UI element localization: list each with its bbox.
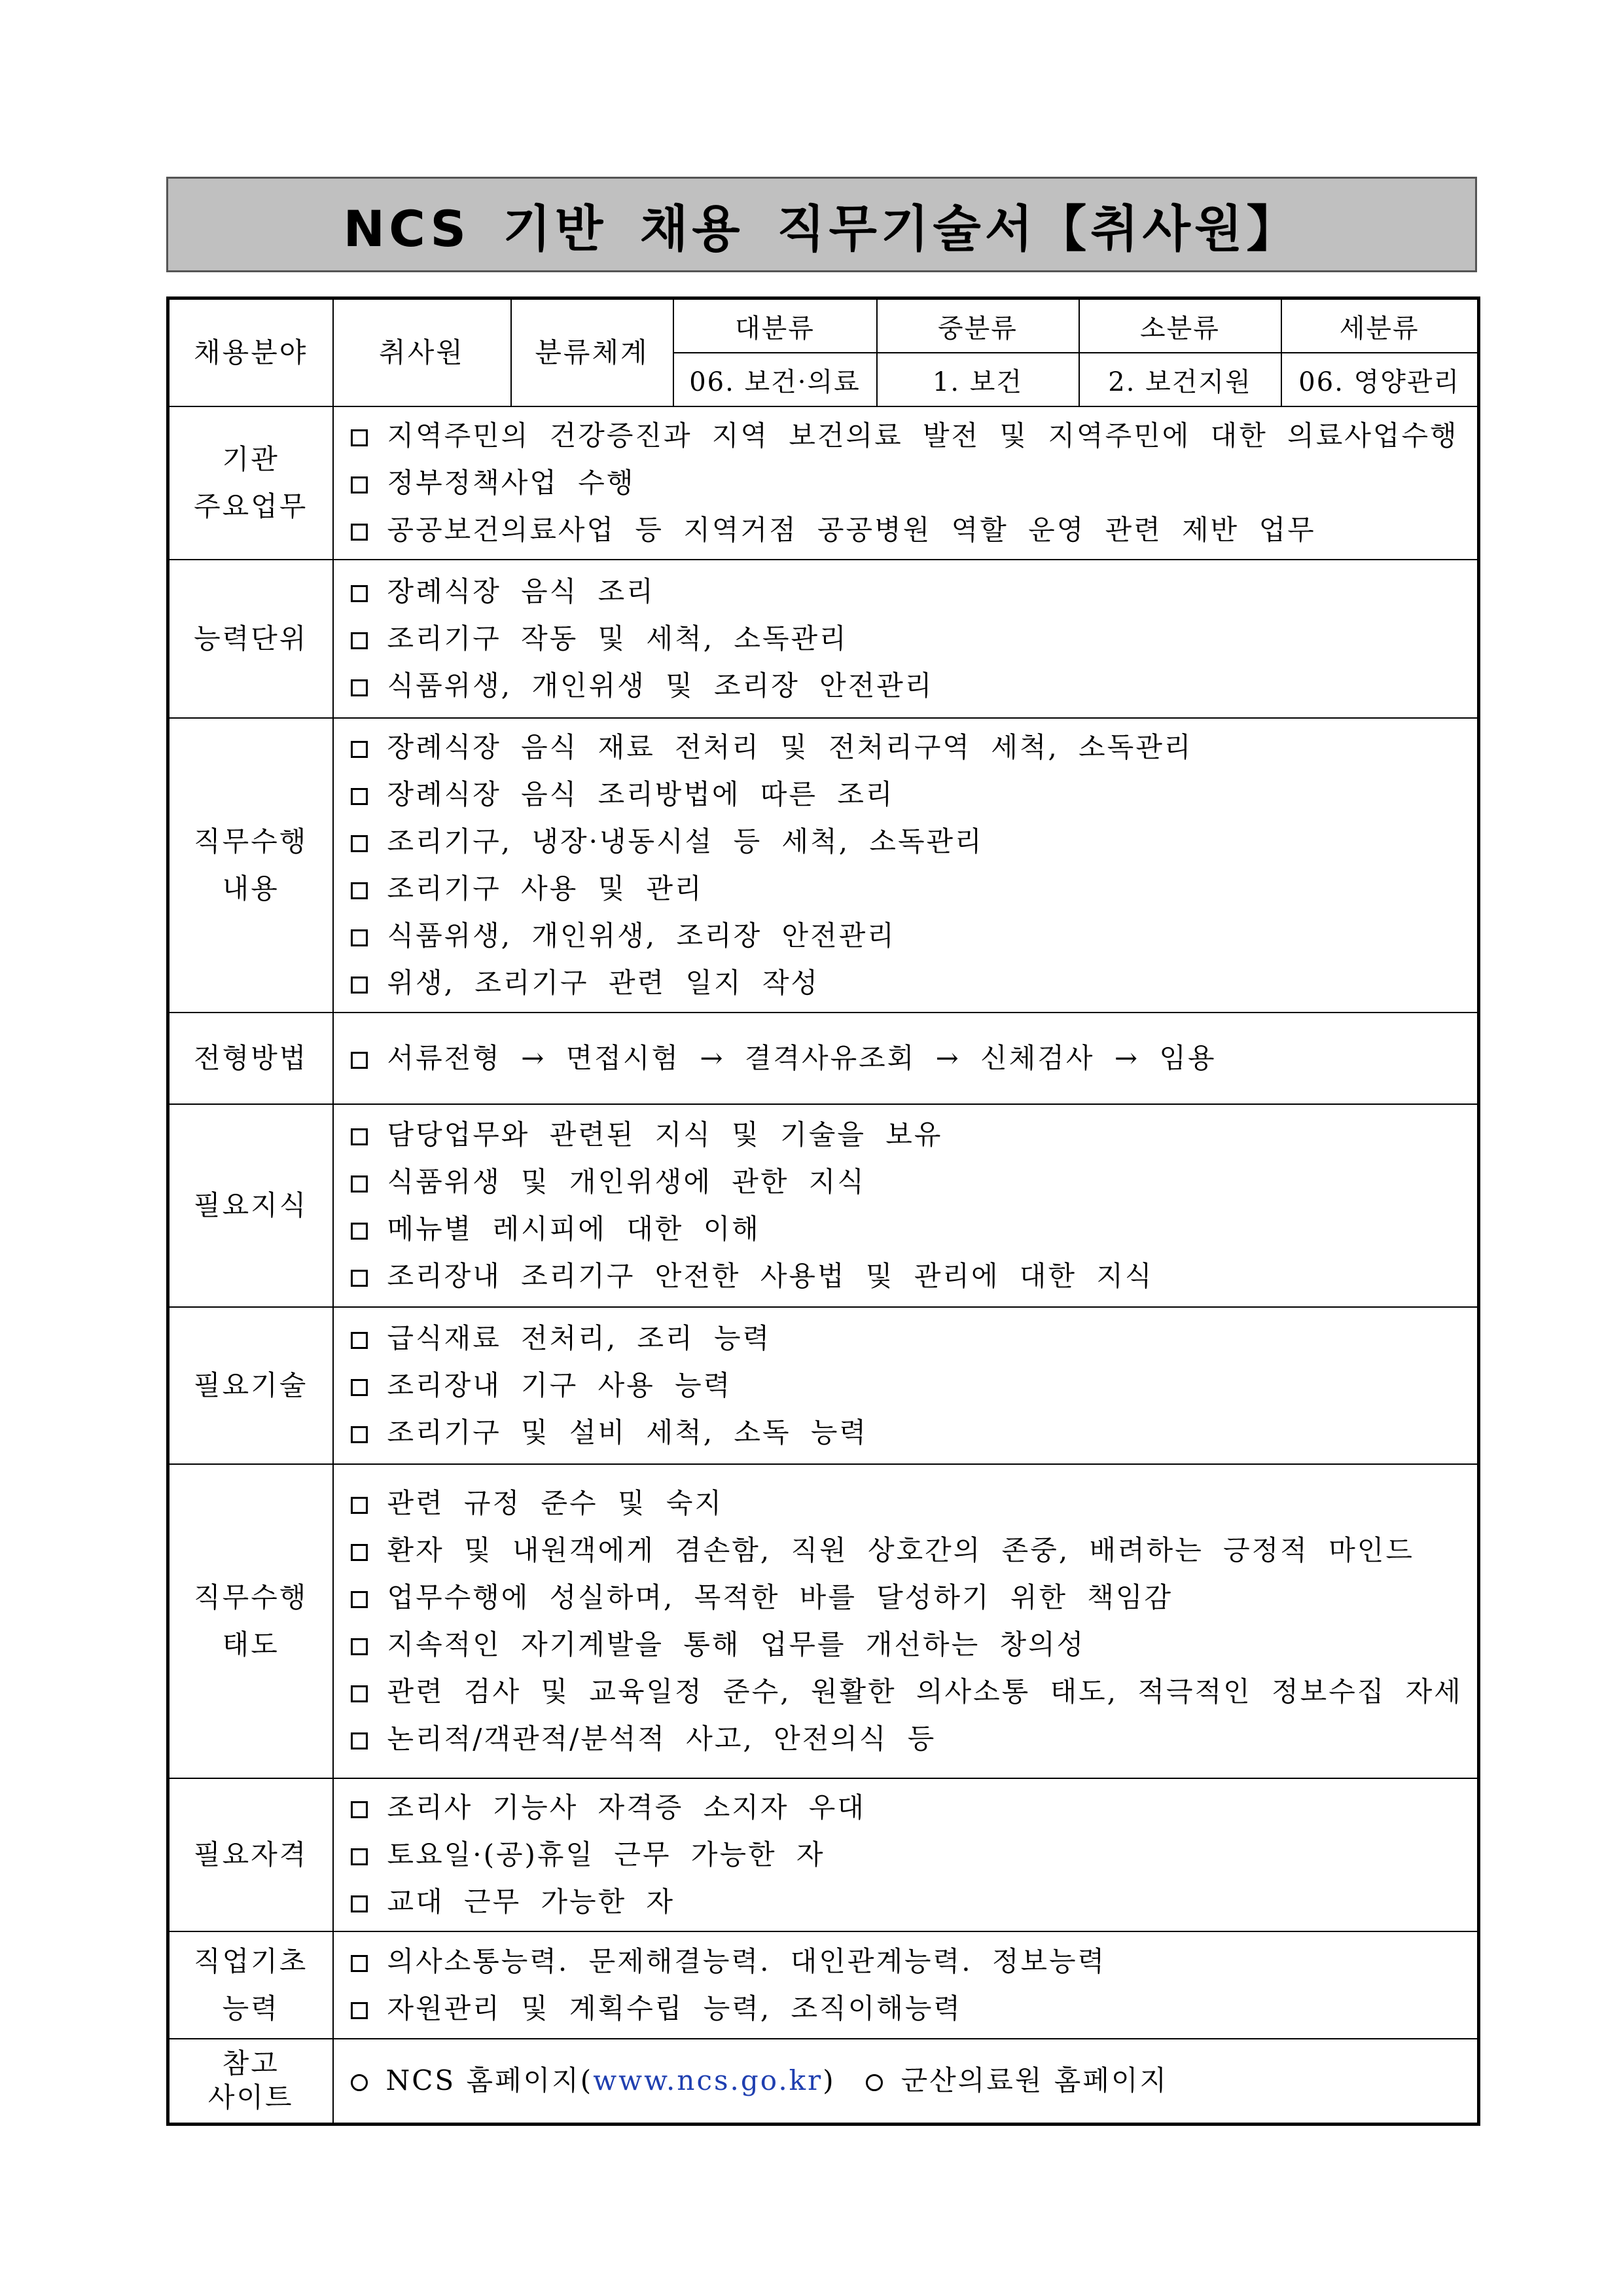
section-content: [333, 718, 1479, 1013]
classification-label: 분류체계: [511, 298, 673, 407]
bullet-item: [351, 1206, 1478, 1253]
section-label-line: 직무수행: [194, 825, 308, 857]
section-label: [168, 1778, 333, 1931]
bullet-text: 관련 규정 준수 및 숙지: [387, 1487, 724, 1519]
checkbox-bullet-icon: [351, 1426, 368, 1443]
section-row: [168, 1464, 1479, 1778]
checkbox-bullet-icon: [351, 1955, 368, 1972]
checkbox-bullet-icon: [351, 1128, 368, 1145]
bullet-text: 지속적인 자기계발을 통해 업무를 개선하는 창의성: [387, 1628, 1086, 1660]
bullet-item: [351, 724, 1478, 771]
checkbox-bullet-icon: [351, 1895, 368, 1912]
bullet-item: [351, 1111, 1478, 1158]
category-middle-value: 1. 보건: [877, 353, 1079, 406]
bullet-text: 식품위생, 개인위생, 조리장 안전관리: [387, 920, 896, 952]
checkbox-bullet-icon: [351, 1332, 368, 1349]
checkbox-bullet-icon: [351, 429, 368, 446]
checkbox-bullet-icon: [351, 1544, 368, 1561]
section-label: [168, 406, 333, 560]
bullet-item: [351, 1480, 1478, 1527]
checkbox-bullet-icon: [351, 1732, 368, 1749]
checkbox-bullet-icon: [351, 835, 368, 852]
bullet-item: [351, 412, 1478, 459]
checkbox-bullet-icon: [351, 929, 368, 946]
bullet-text: 의사소통능력. 문제해결능력. 대인관계능력. 정보능력: [387, 1945, 1107, 1977]
section-row: [168, 1013, 1479, 1104]
category-detail-label: 세분류: [1281, 298, 1479, 353]
bullet-item: [351, 662, 1478, 709]
section-label: [168, 1931, 333, 2039]
reference-label-line: 사이트: [207, 2081, 294, 2114]
section-label: [168, 1013, 333, 1104]
section-label-line: 필요기술: [194, 1369, 308, 1401]
bullet-item: [351, 615, 1478, 662]
section-label-line: 태도: [222, 1628, 279, 1660]
bullet-item: [351, 1158, 1478, 1206]
field-label: 채용분야: [168, 298, 333, 407]
section-row: [168, 1931, 1479, 2039]
field-value: 취사원: [333, 298, 511, 407]
checkbox-bullet-icon: [351, 1270, 368, 1287]
bullet-item: [351, 865, 1478, 912]
bullet-item: [351, 459, 1478, 507]
bullet-text: 담당업무와 관련된 지식 및 기술을 보유: [387, 1119, 943, 1151]
category-major-value: 06. 보건·의료: [673, 353, 877, 406]
reference-label-line: 참고: [222, 2047, 279, 2080]
bullet-item: [351, 1621, 1478, 1668]
bullet-item: [351, 1527, 1478, 1574]
bullet-item: [351, 1315, 1478, 1362]
checkbox-bullet-icon: [351, 1591, 368, 1608]
checkbox-bullet-icon: [351, 2002, 368, 2019]
section-label-line: 직업기초: [194, 1945, 308, 1977]
section-label-line: 기관: [222, 443, 279, 475]
bullet-item: [351, 1938, 1478, 1985]
bullet-text: 장례식장 음식 재료 전처리 및 전처리구역 세척, 소독관리: [387, 731, 1193, 763]
ncs-site-close: ): [823, 2064, 836, 2097]
bullet-text: 메뉴별 레시피에 대한 이해: [387, 1213, 760, 1245]
bullet-item: [351, 1035, 1478, 1082]
section-label-line: 전형방법: [194, 1042, 308, 1074]
bullet-item: [351, 1878, 1478, 1926]
bullet-text: 식품위생 및 개인위생에 관한 지식: [387, 1166, 866, 1198]
reference-row: [168, 2039, 1479, 2124]
category-middle-label: 중분류: [877, 298, 1079, 353]
ncs-site-link[interactable]: www.ncs.go.kr: [593, 2064, 823, 2097]
bullet-text: 토요일·(공)휴일 근무 가능한 자: [387, 1839, 825, 1871]
bullet-item: [351, 1574, 1478, 1621]
checkbox-bullet-icon: [351, 1638, 368, 1655]
bullet-item: [351, 771, 1478, 818]
bullet-item: [351, 1715, 1478, 1763]
bullet-text: 정부정책사업 수행: [387, 467, 635, 499]
section-label: [168, 1464, 333, 1778]
section-row: [168, 560, 1479, 718]
checkbox-bullet-icon: [351, 788, 368, 805]
checkbox-bullet-icon: [351, 1052, 368, 1069]
bullet-text: 조리기구 사용 및 관리: [387, 872, 704, 905]
checkbox-bullet-icon: [351, 1685, 368, 1702]
section-label: [168, 1104, 333, 1307]
section-label: [168, 718, 333, 1013]
section-label-line: 직무수행: [194, 1581, 308, 1613]
bullet-text: 자원관리 및 계획수립 능력, 조직이해능력: [387, 1992, 962, 2024]
section-label-line: 필요자격: [194, 1839, 308, 1871]
bullet-item: [351, 912, 1478, 960]
category-major-label: 대분류: [673, 298, 877, 353]
bullet-item: [351, 1668, 1478, 1715]
checkbox-bullet-icon: [351, 1223, 368, 1240]
hospital-site-text: 군산의료원 홈페이지: [901, 2064, 1169, 2097]
section-label-line: 능력: [222, 1992, 279, 2024]
section-content: [333, 406, 1479, 560]
bullet-text: 조리기구, 냉장·냉동시설 등 세척, 소독관리: [387, 825, 984, 857]
bullet-item: [351, 1784, 1478, 1831]
bullet-text: 관련 검사 및 교육일정 준수, 원활한 의사소통 태도, 적극적인 정보수집 자세: [387, 1676, 1463, 1708]
bullet-item: [351, 1831, 1478, 1878]
bullet-text: 환자 및 내원객에게 겸손함, 직원 상호간의 존중, 배려하는 긍정적 마인드: [387, 1534, 1414, 1566]
section-label-line: 내용: [222, 872, 279, 905]
job-description-table: [166, 296, 1480, 2126]
checkbox-bullet-icon: [351, 524, 368, 541]
bullet-text: 교대 근무 가능한 자: [387, 1886, 675, 1918]
bullet-item: [351, 1253, 1478, 1300]
bullet-text: 서류전형 → 면접시험 → 결격사유조회 → 신체검사 → 임용: [387, 1042, 1217, 1074]
header-row-1: [168, 298, 1479, 353]
section-content: [333, 1931, 1479, 2039]
checkbox-bullet-icon: [351, 585, 368, 602]
bullet-text: 급식재료 전처리, 조리 능력: [387, 1322, 772, 1354]
bullet-text: 장례식장 음식 조리: [387, 575, 655, 607]
bullet-text: 업무수행에 성실하며, 목적한 바를 달성하기 위한 책임감: [387, 1581, 1173, 1613]
checkbox-bullet-icon: [351, 741, 368, 758]
checkbox-bullet-icon: [351, 679, 368, 696]
bullet-item: [351, 1362, 1478, 1409]
section-label-line: 주요업무: [194, 490, 308, 522]
section-label: [168, 1307, 333, 1464]
category-minor-label: 소분류: [1079, 298, 1281, 353]
section-label-line: 능력단위: [194, 622, 308, 655]
bullet-text: 논리적/객관적/분석적 사고, 안전의식 등: [387, 1723, 936, 1755]
section-content: [333, 1104, 1479, 1307]
section-content: [333, 1778, 1479, 1931]
section-label: [168, 560, 333, 718]
bullet-text: 조리사 기능사 자격증 소지자 우대: [387, 1791, 866, 1823]
bullet-text: 지역주민의 건강증진과 지역 보건의료 발전 및 지역주민에 대한 의료사업수행: [387, 420, 1459, 452]
document-title: NCS 기반 채용 직무기술서【취사원】: [343, 199, 1300, 258]
checkbox-bullet-icon: [351, 1497, 368, 1514]
bullet-text: 조리장내 기구 사용 능력: [387, 1369, 732, 1401]
checkbox-bullet-icon: [351, 1379, 368, 1396]
checkbox-bullet-icon: [351, 632, 368, 649]
ncs-site-text: NCS 홈페이지(: [385, 2064, 594, 2097]
section-row: [168, 1307, 1479, 1464]
circle-bullet-icon: [351, 2074, 368, 2091]
circle-bullet-icon: [866, 2074, 883, 2091]
bullet-text: 공공보건의료사업 등 지역거점 공공병원 역할 운영 관련 제반 업무: [387, 514, 1316, 546]
bullet-text: 위생, 조리기구 관련 일지 작성: [387, 967, 820, 999]
checkbox-bullet-icon: [351, 977, 368, 994]
document-title-box: [166, 177, 1477, 272]
bullet-item: [351, 1985, 1478, 2032]
section-row: [168, 1104, 1479, 1307]
category-minor-value: 2. 보건지원: [1079, 353, 1281, 406]
checkbox-bullet-icon: [351, 476, 368, 493]
checkbox-bullet-icon: [351, 1848, 368, 1865]
section-label-line: 필요지식: [194, 1189, 308, 1221]
checkbox-bullet-icon: [351, 1801, 368, 1818]
bullet-item: [351, 507, 1478, 554]
section-content: [333, 560, 1479, 718]
section-content: [333, 1307, 1479, 1464]
bullet-text: 조리기구 및 설비 세척, 소독 능력: [387, 1416, 868, 1448]
bullet-text: 조리기구 작동 및 세척, 소독관리: [387, 622, 848, 655]
section-row: [168, 1778, 1479, 1931]
checkbox-bullet-icon: [351, 882, 368, 899]
reference-content: [333, 2039, 1479, 2124]
bullet-text: 장례식장 음식 조리방법에 따른 조리: [387, 778, 895, 810]
checkbox-bullet-icon: [351, 1175, 368, 1193]
bullet-text: 식품위생, 개인위생 및 조리장 안전관리: [387, 670, 934, 702]
bullet-item: [351, 818, 1478, 865]
reference-label: [168, 2039, 333, 2124]
section-row: [168, 406, 1479, 560]
bullet-item: [351, 1409, 1478, 1456]
section-content: [333, 1464, 1479, 1778]
category-detail-value: 06. 영양관리: [1281, 353, 1479, 406]
bullet-item: [351, 568, 1478, 615]
section-content: [333, 1013, 1479, 1104]
section-row: [168, 718, 1479, 1013]
bullet-text: 조리장내 조리기구 안전한 사용법 및 관리에 대한 지식: [387, 1260, 1154, 1292]
reference-line: [351, 2057, 1478, 2104]
bullet-item: [351, 960, 1478, 1007]
